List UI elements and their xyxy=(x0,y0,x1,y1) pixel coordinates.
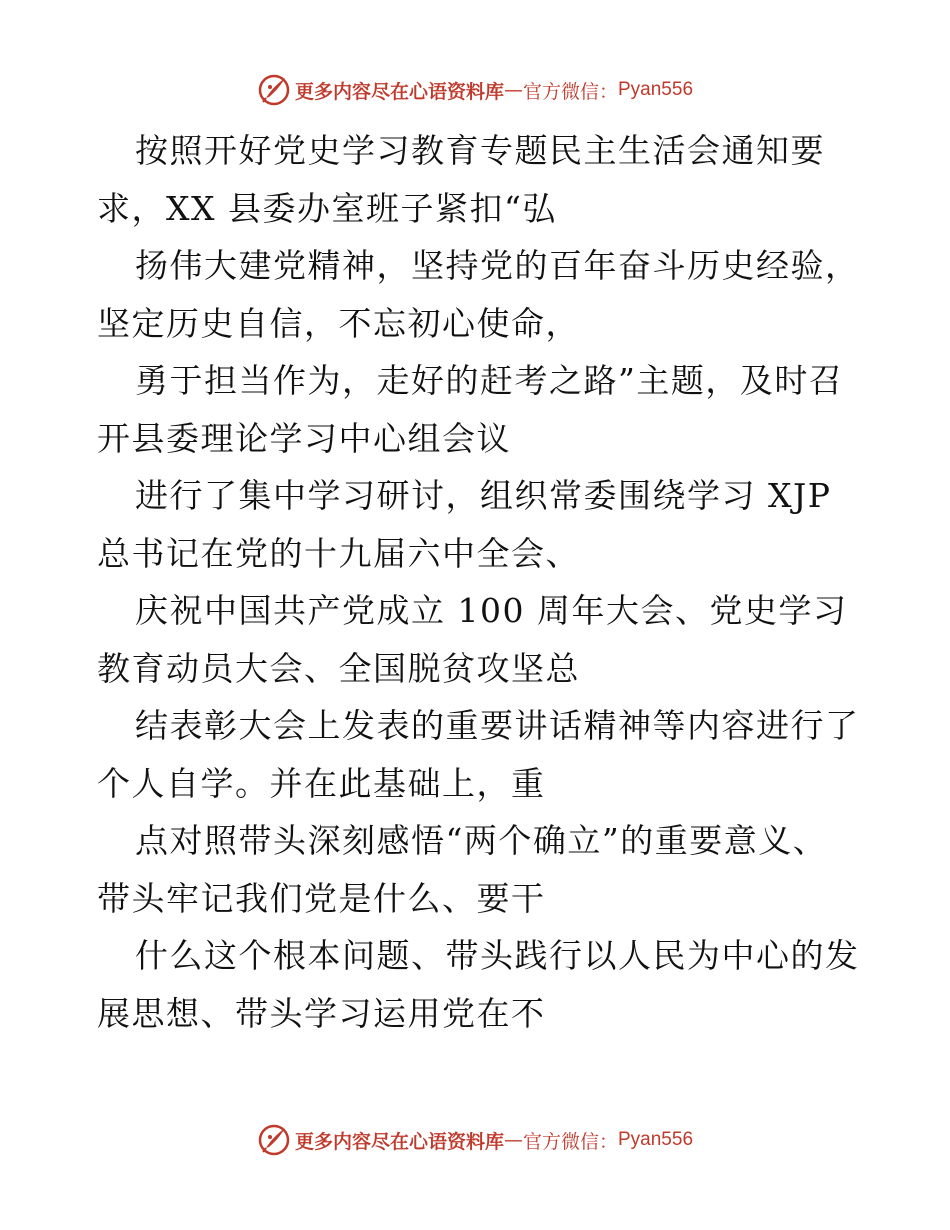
banner-separator: — xyxy=(503,1129,523,1151)
banner-wechat-label: 官方微信： xyxy=(522,1130,618,1153)
body-line: 个人自学。并在此基础上，重 xyxy=(97,763,546,803)
banner-brand-text: 更多内容尽在心语资料库 xyxy=(294,80,504,103)
banner-separator: — xyxy=(503,79,523,101)
banner-account-id: Pyan556 xyxy=(618,1129,694,1150)
body-line: 坚定历史自信，不忘初心使命， xyxy=(97,303,580,343)
banner-account-id: Pyan556 xyxy=(618,79,694,100)
body-line: 开县委理论学习中心组会议 xyxy=(97,418,511,458)
body-line: 什么这个根本问题、带头践行以人民为中心的发 xyxy=(135,936,860,975)
quill-pen-logo-icon xyxy=(257,1123,291,1157)
body-line: 勇于担当作为，走好的赶考之路”主题，及时召 xyxy=(135,361,844,400)
body-line: 进行了集中学习研讨，组织常委围绕学习 XJP xyxy=(135,476,832,515)
banner-brand-text: 更多内容尽在心语资料库 xyxy=(294,1130,504,1153)
banner-wechat-label: 官方微信： xyxy=(522,80,618,103)
body-line: 扬伟大建党精神，坚持党的百年奋斗历史经验， xyxy=(135,246,860,285)
body-line: 结表彰大会上发表的重要讲话精神等内容进行了 xyxy=(135,706,860,745)
body-line: 点对照带头深刻感悟“两个确立”的重要意义、 xyxy=(135,821,828,860)
body-line: 带头牢记我们党是什么、要干 xyxy=(97,878,546,918)
quill-pen-logo-icon xyxy=(257,73,291,107)
footer-banner xyxy=(0,1120,950,1160)
body-line: 总书记在党的十九届六中全会、 xyxy=(97,533,580,573)
body-line: 按照开好党史学习教育专题民主生活会通知要 xyxy=(135,131,825,170)
body-line: 展思想、带头学习运用党在不 xyxy=(97,993,546,1033)
body-line: 教育动员大会、全国脱贫攻坚总 xyxy=(97,648,580,688)
document-body xyxy=(97,122,867,1042)
header-banner xyxy=(0,70,950,110)
body-line: 庆祝中国共产党成立 100 周年大会、党史学习 xyxy=(135,591,848,630)
body-line: 求，XX 县委办室班子紧扣“弘 xyxy=(97,188,557,228)
